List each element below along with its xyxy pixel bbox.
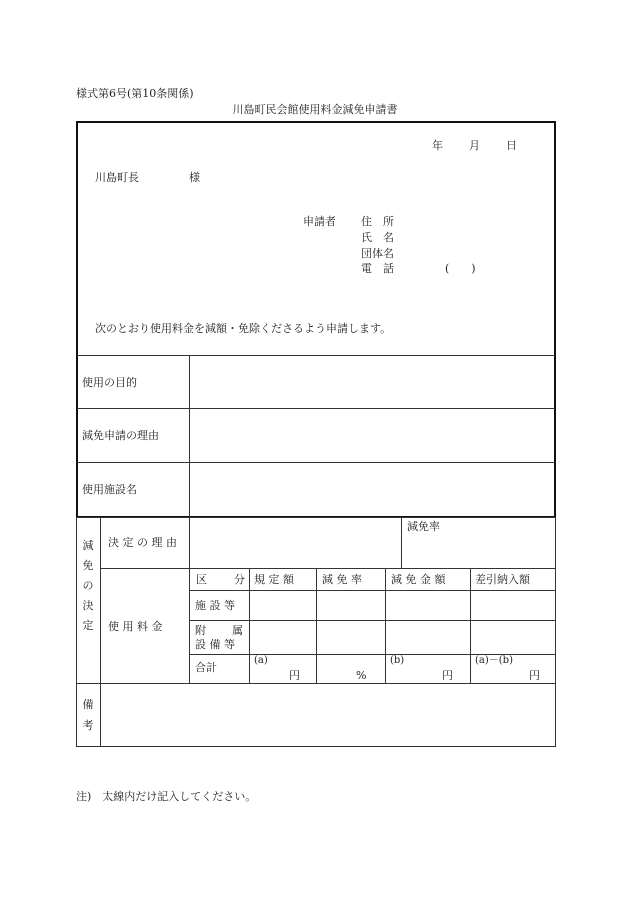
col-net-payment: 差引納入額 — [475, 573, 530, 586]
date-month[interactable]: 月 — [469, 139, 480, 152]
row-equipment-label-a: 附 — [195, 624, 206, 637]
phone-label: 電 話 — [361, 262, 394, 275]
col-reduction-amount: 減 免 金 額 — [391, 573, 446, 586]
footnote: 注) 太線内だけ記入してください。 — [76, 790, 257, 803]
facility-field[interactable] — [190, 463, 555, 517]
total-b-marker: (b) — [390, 655, 405, 666]
col-category-b: 分 — [234, 573, 245, 586]
honorific: 様 — [189, 171, 200, 184]
total-a-unit: 円 — [289, 669, 300, 682]
divider — [100, 568, 556, 569]
address-label: 住 所 — [361, 215, 394, 228]
divider — [100, 517, 101, 684]
row-equipment-label-b: 属 — [232, 624, 243, 637]
purpose-label: 使用の目的 — [82, 376, 137, 389]
divider — [189, 590, 556, 591]
divider — [189, 517, 190, 684]
col-reduction-rate: 減 免 率 — [322, 573, 362, 586]
divider — [189, 620, 556, 621]
divider — [249, 568, 250, 684]
addressee: 川島町長 — [95, 171, 139, 184]
group-label: 団体名 — [361, 247, 394, 260]
date-day[interactable]: 日 — [506, 139, 517, 152]
reason-label: 減免申請の理由 — [82, 429, 159, 442]
reduction-rate-label: 減免率 — [407, 520, 440, 533]
decision-reason-label: 決 定 の 理 由 — [108, 536, 177, 549]
facility-label: 使用施設名 — [82, 483, 137, 496]
date-year[interactable]: 年 — [432, 139, 443, 152]
total-net-unit: 円 — [529, 669, 540, 682]
row-total-label: 合計 — [195, 661, 217, 674]
usage-fee-label: 使 用 料 金 — [108, 620, 163, 633]
remarks-field[interactable] — [101, 684, 555, 746]
document-title: 川島町民会館使用料金減免申請書 — [232, 103, 398, 116]
col-category-a: 区 — [196, 573, 207, 586]
total-b-unit: 円 — [442, 669, 453, 682]
divider — [401, 517, 402, 568]
total-a-marker: (a) — [254, 655, 268, 666]
divider — [385, 568, 386, 684]
remarks-label: 備 考 — [82, 698, 94, 732]
row-equipment-label-c: 設 備 等 — [195, 638, 235, 651]
phone-area-code[interactable]: ( ) — [445, 262, 476, 275]
divider — [470, 568, 471, 684]
reason-field[interactable] — [190, 409, 555, 462]
applicant-label: 申請者 — [303, 215, 336, 228]
row-facility-label: 施 設 等 — [195, 599, 235, 612]
divider — [316, 568, 317, 684]
form-number-label: 様式第6号(第10条関係) — [76, 87, 194, 100]
name-label: 氏 名 — [361, 231, 394, 244]
total-net-formula: (a)－(b) — [475, 655, 513, 666]
col-fixed-amount: 規 定 額 — [254, 573, 294, 586]
total-rate-unit: % — [356, 669, 367, 682]
decision-side-label: 減 免 の 決 定 — [82, 539, 94, 632]
request-text: 次のとおり使用料金を減額・免除くださるよう申請します。 — [95, 322, 392, 335]
purpose-field[interactable] — [190, 356, 555, 408]
